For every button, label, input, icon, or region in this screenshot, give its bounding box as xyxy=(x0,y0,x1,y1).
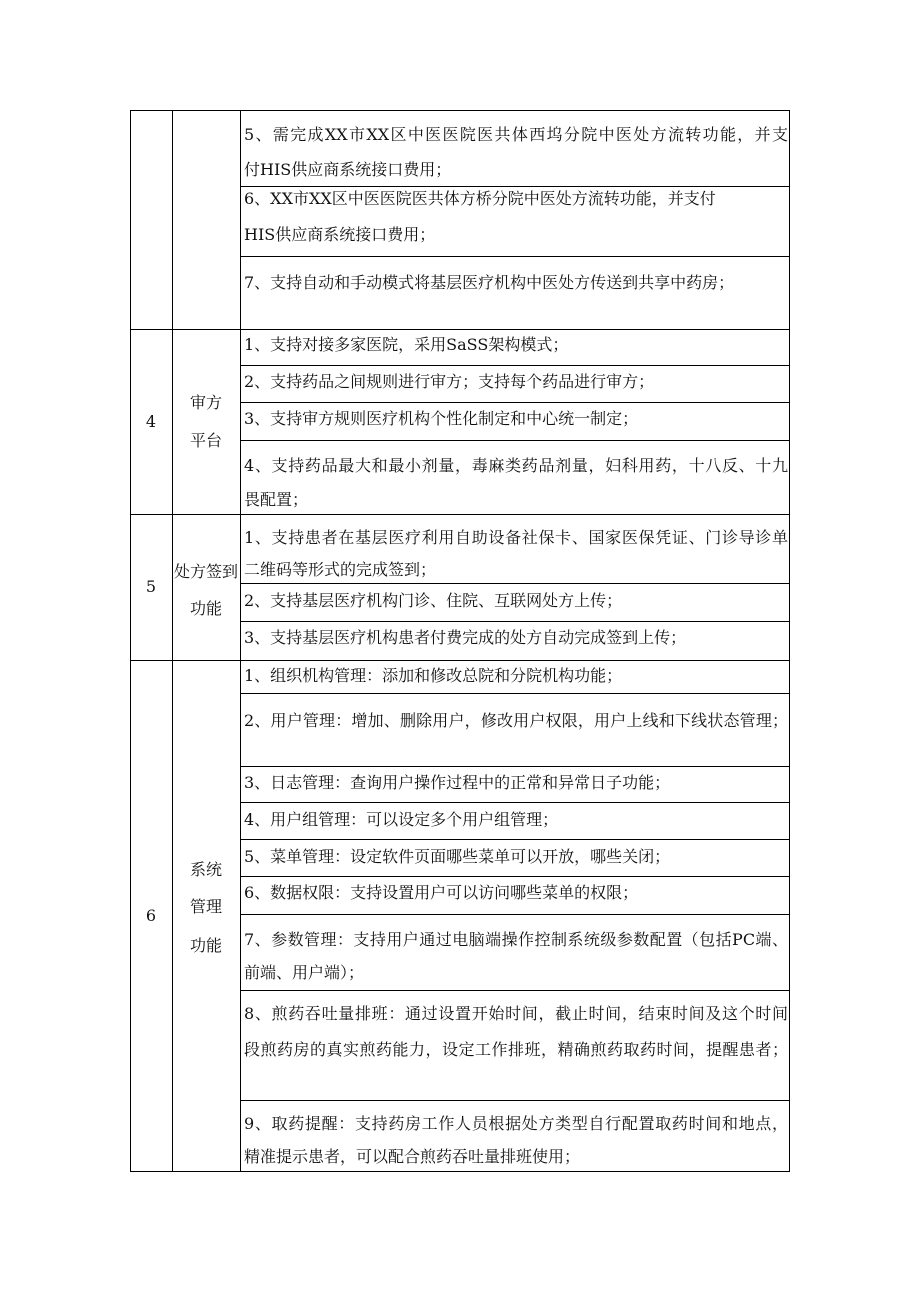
item-divider xyxy=(240,440,790,441)
cell-text-line: 付HIS供应商系统接口费用； xyxy=(244,160,452,179)
category-label: 平台 xyxy=(189,431,222,450)
cell-text-line: 7、支持自动和手动模式将基层医疗机构中医处方传送到共享中药房； xyxy=(244,273,735,292)
cell-text-line: 1、组织机构管理：添加和修改总院和分院机构功能； xyxy=(244,666,623,685)
category-label: 功能 xyxy=(189,936,222,955)
cell-text-line: 5、菜单管理：设定软件页面哪些菜单可以开放，哪些关闭； xyxy=(244,847,671,866)
item-divider xyxy=(240,256,790,257)
category-label: 系统 xyxy=(189,860,222,879)
item-divider xyxy=(240,766,790,767)
cell-text-line: HIS供应商系统接口费用； xyxy=(244,225,436,244)
category-label: 处方签到 xyxy=(173,562,238,581)
cell-text-line: 前端、用户端）； xyxy=(244,963,365,982)
cell-text-line: 精准提示患者，可以配合煎药吞吐量排班使用； xyxy=(244,1147,581,1166)
row-divider xyxy=(130,329,790,330)
item-divider xyxy=(240,839,790,840)
item-divider xyxy=(240,365,790,366)
cell-text-line: 2、用户管理：增加、删除用户，修改用户权限，用户上线和下线状态管理； xyxy=(244,711,788,730)
category-label: 功能 xyxy=(189,599,222,618)
item-divider xyxy=(240,990,790,991)
item-divider xyxy=(240,876,790,877)
cell-text-line: 3、支持基层医疗机构患者付费完成的处方自动完成签到上传； xyxy=(244,628,687,647)
cell-text-line: 1、支持患者在基层医疗利用自助设备社保卡、国家医保凭证、门诊导诊单 xyxy=(244,528,788,547)
row-divider xyxy=(130,660,790,661)
cell-text-line: 2、支持基层医疗机构门诊、住院、互联网处方上传； xyxy=(244,591,623,610)
column-divider xyxy=(240,110,241,1172)
item-divider xyxy=(240,621,790,622)
cell-text-line: 二维码等形式的完成签到； xyxy=(244,560,437,579)
row-number: 5 xyxy=(145,577,157,596)
cell-text-line: 畏配置； xyxy=(244,490,309,509)
row-number: 4 xyxy=(145,412,157,431)
cell-text-line: 3、支持审方规则医疗机构个性化制定和中心统一制定； xyxy=(244,409,639,428)
cell-text-line: 4、支持药品最大和最小剂量，毒麻类药品剂量，妇科用药，十八反、十九 xyxy=(244,456,788,475)
cell-text-line: 4、用户组管理：可以设定多个用户组管理； xyxy=(244,810,559,829)
item-divider xyxy=(240,1100,790,1101)
item-divider xyxy=(240,583,790,584)
item-divider xyxy=(240,402,790,403)
cell-text-line: 7、参数管理：支持用户通过电脑端操作控制系统级参数配置（包括PC端、 xyxy=(244,930,788,949)
row-number: 6 xyxy=(145,906,157,925)
cell-text-line: 6、数据权限：支持设置用户可以访问哪些菜单的权限； xyxy=(244,883,639,902)
cell-text-line: 段煎药房的真实煎药能力，设定工作排班，精确煎药取药时间，提醒患者； xyxy=(244,1040,788,1059)
cell-text-line: 9、取药提醒：支持药房工作人员根据处方类型自行配置取药时间和地点， xyxy=(244,1114,788,1133)
cell-text-line: 3、日志管理：查询用户操作过程中的正常和异常日子功能； xyxy=(244,773,671,792)
category-label: 管理 xyxy=(189,897,222,916)
item-divider xyxy=(240,914,790,915)
item-divider xyxy=(240,802,790,803)
column-divider xyxy=(172,110,173,1172)
cell-text-line: 8、煎药吞吐量排班：通过设置开始时间，截止时间，结束时间及这个时间 xyxy=(244,1004,788,1023)
category-label: 审方 xyxy=(189,393,222,412)
cell-text-line: 5、需完成XX市XX区中医医院医共体西坞分院中医处方流转功能，并支 xyxy=(244,125,788,144)
item-divider xyxy=(240,186,790,187)
item-divider xyxy=(240,693,790,694)
cell-text-line: 1、支持对接多家医院，采用SaSS架构模式； xyxy=(244,335,569,354)
cell-text-line: 2、支持药品之间规则进行审方；支持每个药品进行审方； xyxy=(244,372,655,391)
row-divider xyxy=(130,514,790,515)
cell-text-line: 6、XX市XX区中医医院医共体方桥分院中医处方流转功能，并支付 xyxy=(244,189,716,208)
